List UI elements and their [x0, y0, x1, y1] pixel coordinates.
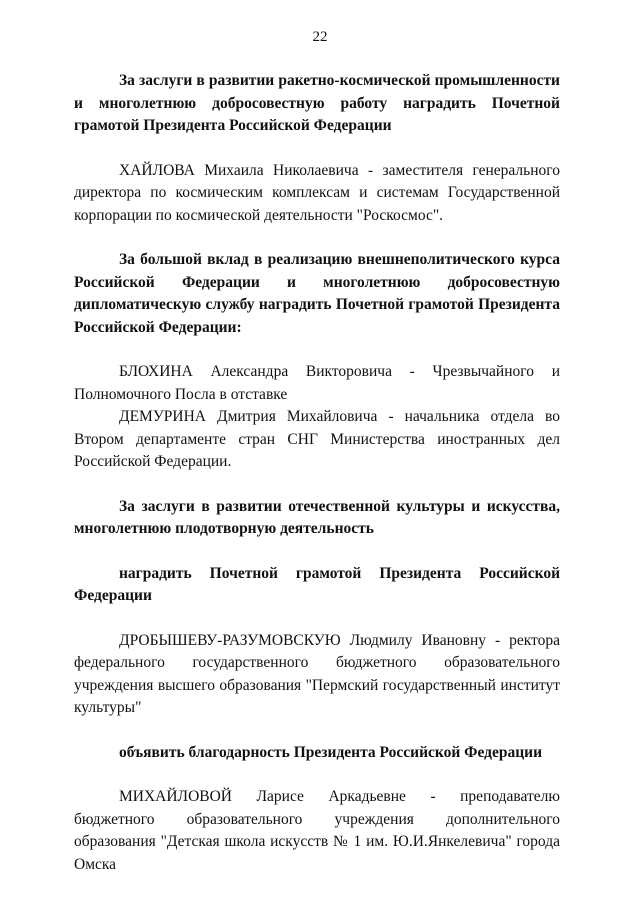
section-2-entry-demurin: ДЕМУРИНА Дмитрия Михайловича - начальника отдела во Втором департаменте стран СНГ Министерства иностранных дел Российской Федерации.: [74, 408, 560, 470]
section-1-entry-khailov: ХАЙЛОВА Михаила Николаевича - заместителя генерального директора по космическим комплексам и системам Государственной корпорации по космической деятельности "Роскосмос".: [74, 161, 560, 224]
section-1-heading: За заслуги в развитии ракетно-космической промышленности и многолетнюю добросовестную работу наградить Почетной грамотой Президента Российской Федерации: [74, 72, 560, 134]
document-body: [74, 70, 560, 876]
page-number: 22: [312, 29, 328, 45]
section-2-entry-blokhin: БЛОХИНА Александра Викторовича - Чрезвычайного и Полномочного Посла в отставке: [74, 363, 560, 403]
section-3-award-certificate: наградить Почетной грамотой Президента Российской Федерации: [74, 564, 560, 604]
section-3-entry-mikhailova: МИХАЙЛОВОЙ Ларисе Аркадьевне - преподавателю бюджетного образовательного учреждения дополнительного образования "Детская школа искусств № 1 им. Ю.И.Янкелевича" города Омска: [74, 788, 560, 873]
section-3-heading: За заслуги в развитии отечественной культуры и искусства, многолетнюю плодотворную деятельность: [74, 497, 560, 537]
section-2-heading: За большой вклад в реализацию внешнеполитического курса Российской Федерации и многолетнюю добросовестную дипломатическую службу наградить Почетной грамотой Президента Российской Федерации:: [74, 251, 560, 336]
section-3-award-gratitude: объявить благодарность Президента Российской Федерации: [119, 743, 543, 761]
section-3-entry-drobysheva: ДРОБЫШЕВУ-РАЗУМОВСКУЮ Людмилу Ивановну - ректора федерального государственного бюджетного образовательного учреждения высшего образования "Пермский государственный институт культуры": [74, 631, 560, 716]
